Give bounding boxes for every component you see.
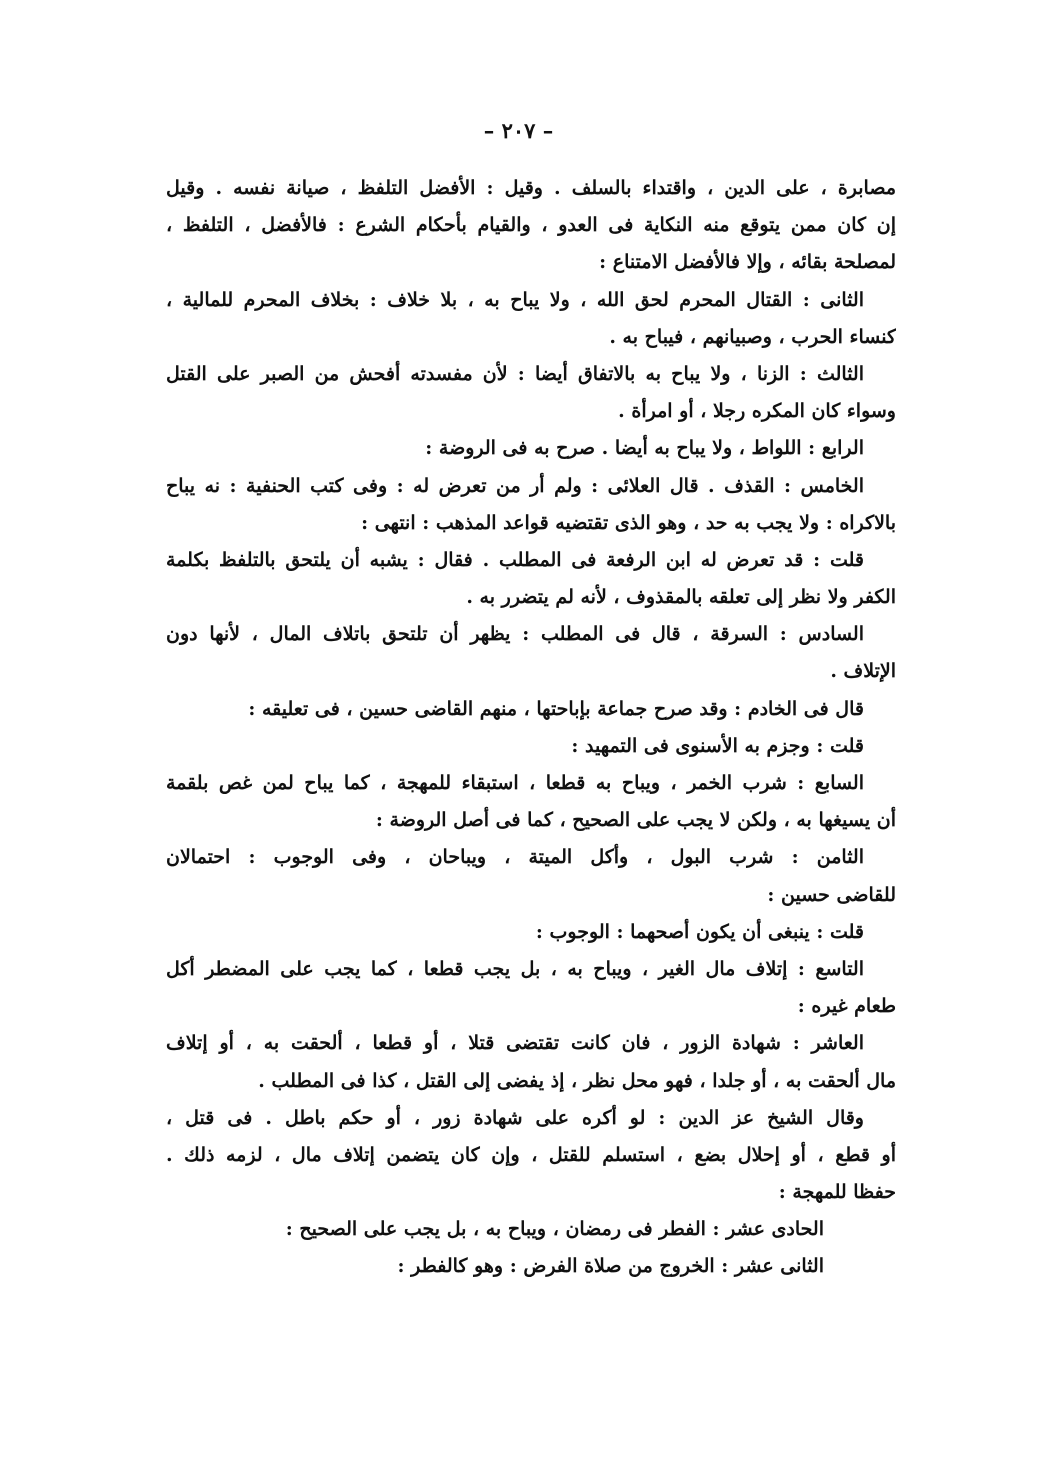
text-line: وسواء كان المكره رجلا ، أو امرأة .	[618, 400, 896, 423]
text-line: كنساء الحرب ، وصبيانهم ، فيباح به .	[609, 325, 896, 348]
text-line: إن كان ممن يتوقع منه النكاية فى العدو ، والقيام بأحكام الشرع : فالأفضل ، التلفظ ،	[166, 214, 896, 237]
text-line: السادس : السرقة ، قال فى المطلب : يظهر أن تلتحق باتلاف المال ، لأنها دون	[166, 623, 864, 646]
text-line: الثانى : القتال المحرم لحق الله ، ولا يباح به ، بلا خلاف : بخلاف المحرم للمالية ،	[166, 288, 864, 311]
text-line: قلت : قد تعرض له ابن الرفعة فى المطلب . فقال : يشبه أن يلتحق بالتلفظ بكلمة	[166, 548, 864, 571]
text-line: الإتلاف .	[830, 660, 896, 683]
text-line: قلت : وجزم به الأسنوى فى التمهيد :	[571, 734, 864, 757]
text-line: الحادى عشر : الفطر فى رمضان ، ويباح به ، بل يجب على الصحيح :	[285, 1218, 824, 1241]
text-line: الثامن : شرب البول ، وأكل الميتة ، ويباحان ، وفى الوجوب : احتمالان	[166, 846, 864, 869]
text-line: الثالث : الزنا ، ولا يباح به بالاتفاق أيضا : لأن مفسدته أفحش من الصبر على القتل	[166, 362, 864, 385]
text-line: الثانى عشر : الخروج من صلاة الفرض : وهو كالفطر :	[397, 1255, 824, 1278]
text-line: السابع : شرب الخمر ، ويباح به قطعا ، استبقاء للمهجة ، كما يباح لمن غص بلقمة	[166, 772, 864, 794]
text-line: الرابع : اللواط ، ولا يباح به أيضا . صرح به فى الروضة :	[425, 437, 864, 460]
text-line: أو قطع ، أو إحلال بضع ، استسلم للقتل ، وإن كان يتضمن إتلاف مال ، لزمه ذلك .	[166, 1143, 896, 1166]
text-line: بالاكراه : ولا يجب به حد ، وهو الذى تقتضيه قواعد المذهب : انتهى :	[361, 511, 896, 534]
text-line: الخامس : القذف . قال العلائى : ولم أر من تعرض له : وفى كتب الحنفية : نه يباح	[166, 474, 864, 497]
text-line: وقال الشيخ عز الدين : لو أكره على شهادة زور ، أو حكم باطل . فى قتل ،	[166, 1106, 864, 1129]
text-line: التاسع : إتلاف مال الغير ، ويباح به ، بل يجب قطعا ، كما يجب على المضطر أكل	[166, 957, 864, 980]
text-line: قال فى الخادم : وقد صرح جماعة بإباحتها ، منهم القاضى حسين ، فى تعليقه :	[248, 697, 864, 720]
text-line: أن يسيغها به ، ولكن لا يجب على الصحيح ، كما فى أصل الروضة :	[375, 809, 896, 832]
text-line: قلت : ينبغى أن يكون أصحهما : الوجوب :	[535, 920, 864, 943]
text-line: مصابرة ، على الدين ، واقتداء بالسلف . وقيل : الأفضل التلفظ ، صيانة نفسه . وقيل	[166, 177, 896, 199]
body-text	[166, 170, 896, 1286]
text-line: العاشر : شهادة الزور ، فان كانت تقتضى قتلا ، أو قطعا ، ألحقت به ، أو إتلاف	[166, 1032, 864, 1055]
page-number: – ٢٠٧ –	[483, 118, 554, 143]
text-line: للقاضى حسين :	[767, 883, 896, 906]
text-line: طعام غيره :	[797, 995, 896, 1018]
text-line: لمصلحة بقائه ، وإلا فالأفضل الامتناع :	[599, 251, 896, 274]
text-line: الكفر ولا نظر إلى تعلقه بالمقذوف ، لأنه لم يتضرر به .	[466, 586, 896, 609]
text-line: حفظا للمهجة :	[778, 1181, 896, 1204]
text-line: مال ألحقت به ، أو جلدا ، فهو محل نظر ، إذ يفضى إلى القتل ، كذا فى المطلب .	[258, 1069, 896, 1092]
